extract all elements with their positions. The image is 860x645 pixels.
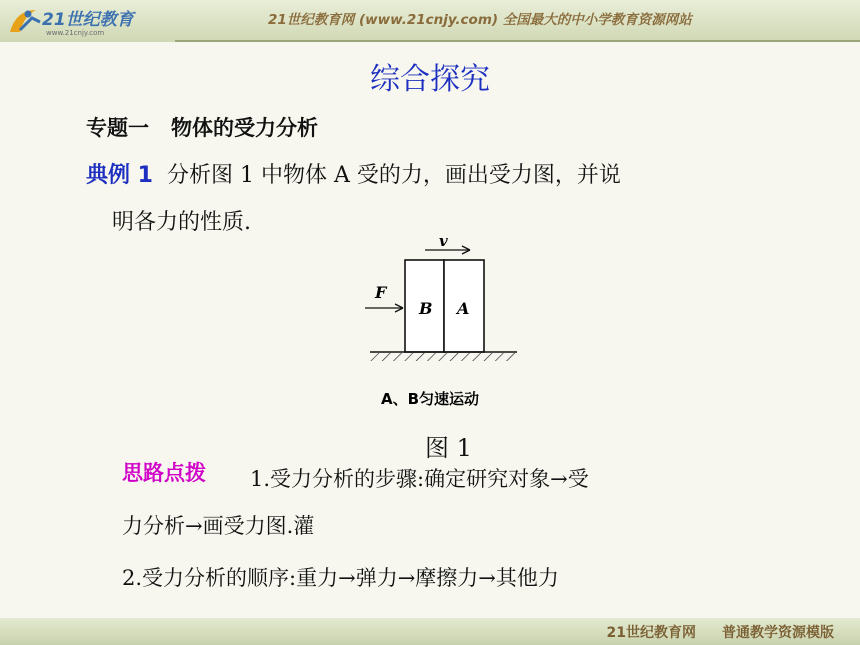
logo-text: 21世纪教育 bbox=[42, 10, 134, 30]
hint-label: 思路点拨 bbox=[122, 461, 206, 485]
example-text-1: 分析图 1 中物体 A 受的力，画出受力图，并说 bbox=[166, 163, 621, 188]
force-label: F bbox=[375, 283, 387, 302]
figure-caption: 图 1 bbox=[425, 434, 472, 462]
slide-title: 综合探究 bbox=[370, 62, 490, 97]
example-line-1 bbox=[86, 158, 621, 189]
footer-text bbox=[607, 622, 834, 642]
hint-step-1-continued: 力分析→画受力图.灌 bbox=[122, 514, 315, 538]
footer-tagline: 普通教学资源模版 bbox=[722, 625, 834, 641]
site-slogan: 21世纪教育网 (www.21cnjy.com) 全国最大的中小学教育资源网站 bbox=[268, 12, 692, 28]
header-divider bbox=[175, 40, 860, 42]
block-b-label: B bbox=[419, 299, 433, 318]
logo-figure-icon bbox=[25, 11, 32, 18]
footer-bar bbox=[0, 618, 860, 645]
logo-url: www.21cnjy.com bbox=[46, 29, 105, 37]
example-label: 典例 1 bbox=[86, 163, 153, 188]
example-text-2: 明各力的性质. bbox=[112, 210, 251, 235]
site-logo bbox=[6, 4, 176, 38]
hint-step-2: 2.受力分析的顺序:重力→弹力→摩擦力→其他力 bbox=[122, 566, 559, 590]
figure-subcaption: A、B匀速运动 bbox=[381, 390, 480, 408]
force-diagram bbox=[345, 228, 535, 418]
hint-step-1: 1.受力分析的步骤:确定研究对象→受 bbox=[250, 467, 589, 491]
velocity-label: v bbox=[439, 232, 448, 250]
block-a-label: A bbox=[457, 299, 470, 318]
topic-heading bbox=[86, 112, 318, 142]
footer-site: 21世纪教育网 bbox=[606, 625, 696, 641]
ground-hatch bbox=[370, 353, 517, 361]
topic-number: 专题一 bbox=[86, 116, 149, 140]
topic-name: 物体的受力分析 bbox=[171, 116, 318, 140]
